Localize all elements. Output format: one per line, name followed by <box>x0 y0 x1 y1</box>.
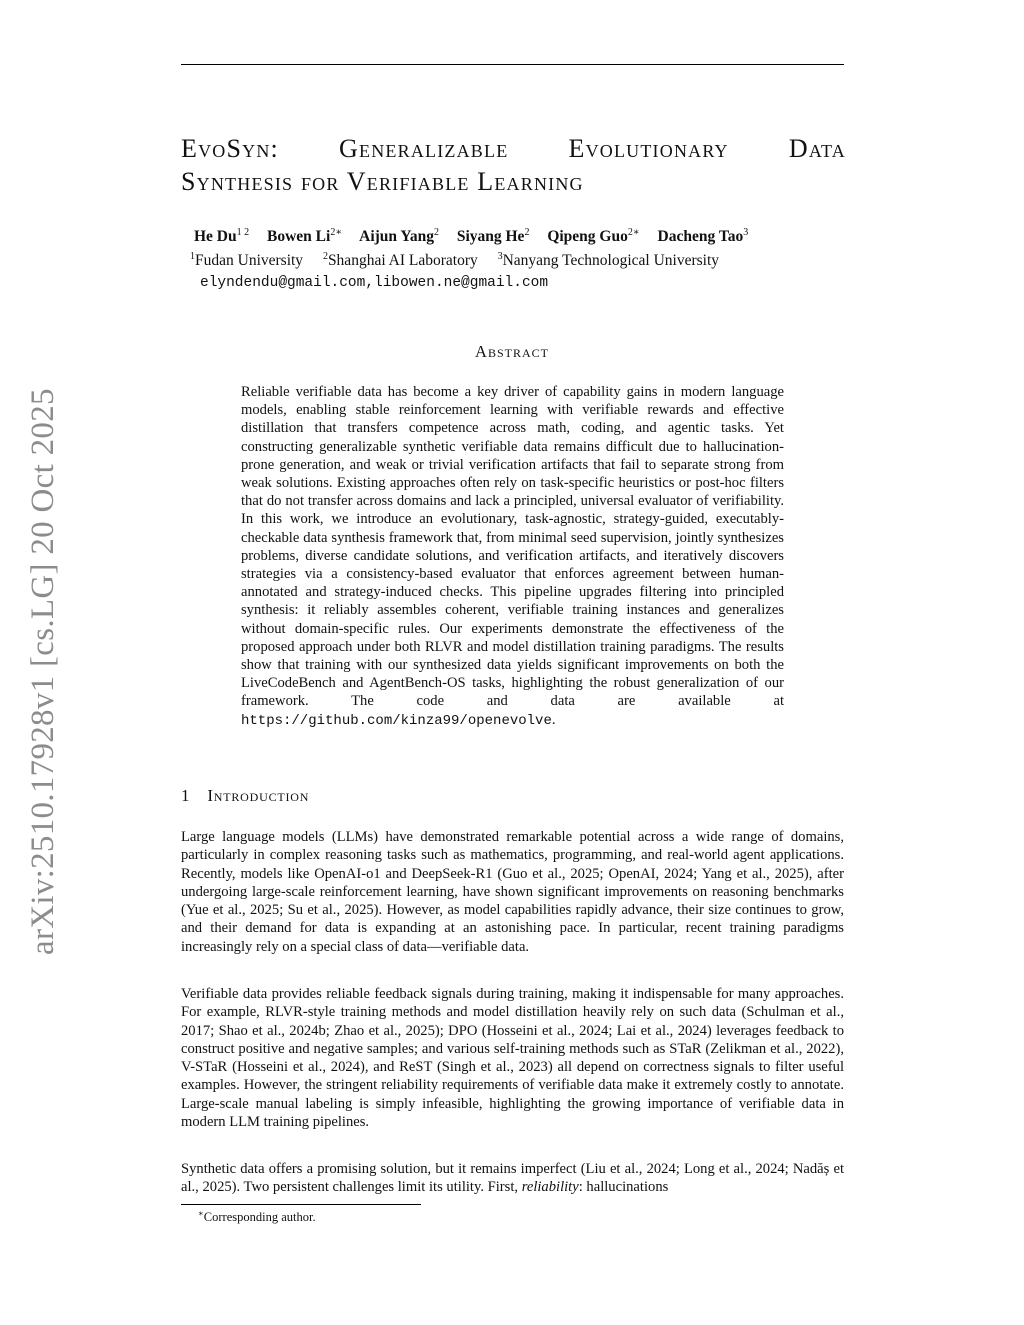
author: Bowen $Li^{2∗}$ <box>267 227 343 246</box>
affiliation: $^1$Fudan University <box>190 251 304 270</box>
title-line-1 <box>181 132 846 165</box>
affiliation: $^2$Shanghai AI Laboratory <box>322 251 478 270</box>
abstract-body: Reliable verifiable data has become a key driver of capability gains in modern language models, enabling stable reinforcement learning with verifiable rewards and effective distillation that transfers competence across math, coding, and agentic tasks. Yet constructing generalizable synthetic verifiable data remains difficult due to hallucination-prone generation, and weak or trivial verification artifacts that fail to separate strong from weak solutions. Existing approaches often rely on task-specific heuristics or post-hoc filters that do not transfer across domains and lack a principled, universal evaluator of verifiability. In this work, we introduce an evolutionary, task-agnostic, strategy-guided, executably-checkable data synthesis framework that, from minimal seed supervision, jointly synthesizes problems, diverse candidate solutions, and verification artifacts, and iteratively discovers strategies via a consistency-based evaluator that enforces agreement between human-annotated and strategy-induced checks. This pipeline upgrades filtering into principled synthesis: it reliably assembles coherent, verifiable training instances and generalizes without domain-specific rules. Our experiments demonstrate the effectiveness of the proposed approach under both RLVR and model distillation training paradigms. The results show that training with our synthesized data yields significant improvements on both the LiveCodeBench and AgentBench-OS tasks, highlighting the robust generalization of our framework. The code and data are available at https://github.com/kinza99/openevolve. <box>241 384 784 729</box>
title-word: Data <box>788 134 846 163</box>
abstract-heading: Abstract <box>475 342 549 361</box>
top-rule <box>181 64 844 65</box>
paragraph: Synthetic data offers a promising solution, but it remains imperfect (Liu et al., 2024; Long et al., 2024; Nadăș et al., 2025). Two persistent challenges limit its utility. First, reliability: hallucinations <box>181 1161 844 1196</box>
footnote: ∗Corresponding author. <box>198 1208 316 1225</box>
author: Siyang He$^2$ <box>456 227 530 246</box>
paragraph: Verifiable data provides reliable feedback signals during training, making it indispensable for many approaches. For example, RLVR-style training methods and model distillation heavily rely on such data (Schulman et al., 2017; Shao et al., 2024b; Zhao et al., 2025); DPO (Hosseini et al., 2024; Lai et al., 2024) leverages feedback to construct positive and negative samples; and various self-training methods such as STaR (Zelikman et al., 2022), V-STaR (Hosseini et al., 2024), and ReST (Singh et al., 2023) all depend on correctness signals to filter useful examples. However, the stringent reliability requirements of verifiable data make it extremely costly to annotate. Large-scale manual labeling is simply infeasible, highlighting the growing importance of verifiable data in modern LLM training pipelines. <box>181 986 844 1131</box>
section-title: Introduction <box>207 786 310 805</box>
title-word: Evolutionary <box>568 134 729 163</box>
author: Aijun Yang$^2$ <box>359 227 439 246</box>
section-number: 1 <box>181 786 191 805</box>
code-link[interactable]: https://github.com/kinza99/openevolve <box>241 712 552 729</box>
affiliation-list <box>190 251 735 270</box>
author-emails: elyndendu@gmail.com,libowen.ne@gmail.com <box>200 275 549 291</box>
paper-title <box>181 132 846 198</box>
section-heading-introduction <box>181 786 309 806</box>
footnote-rule <box>181 1204 421 1205</box>
author: He $Du^{1 2}$ <box>194 227 250 246</box>
title-word: EvoSyn: <box>181 134 279 163</box>
author: Qipeng Guo$^{2∗}$ <box>547 227 640 246</box>
author: Dacheng Tao$^3$ <box>657 227 749 246</box>
author-list <box>194 227 762 246</box>
arxiv-identifier: arXiv:2510.17928v1 [cs.LG] 20 Oct 2025 <box>25 388 61 955</box>
paragraph: Large language models (LLMs) have demonstrated remarkable potential across a wide range of domains, particularly in complex reasoning tasks such as mathematics, programming, and real-world agent applications. Recently, models like OpenAI-o1 and DeepSeek-R1 (Guo et al., 2025; OpenAI, 2024; Yang et al., 2025), after undergoing large-scale reinforcement learning, have shown significant improvements on reasoning benchmarks (Yue et al., 2025; Su et al., 2025). However, as model capabilities rapidly advance, their size continues to grow, and their demand for data is expanding at an astonishing pace. In particular, recent training paradigms increasingly rely on a special class of data—verifiable data. <box>181 829 844 955</box>
affiliation: $^3$Nanyang Technological University <box>497 251 720 270</box>
title-word: Generalizable <box>339 134 509 163</box>
title-line-2: Synthesis for Verifiable Learning <box>181 167 584 196</box>
